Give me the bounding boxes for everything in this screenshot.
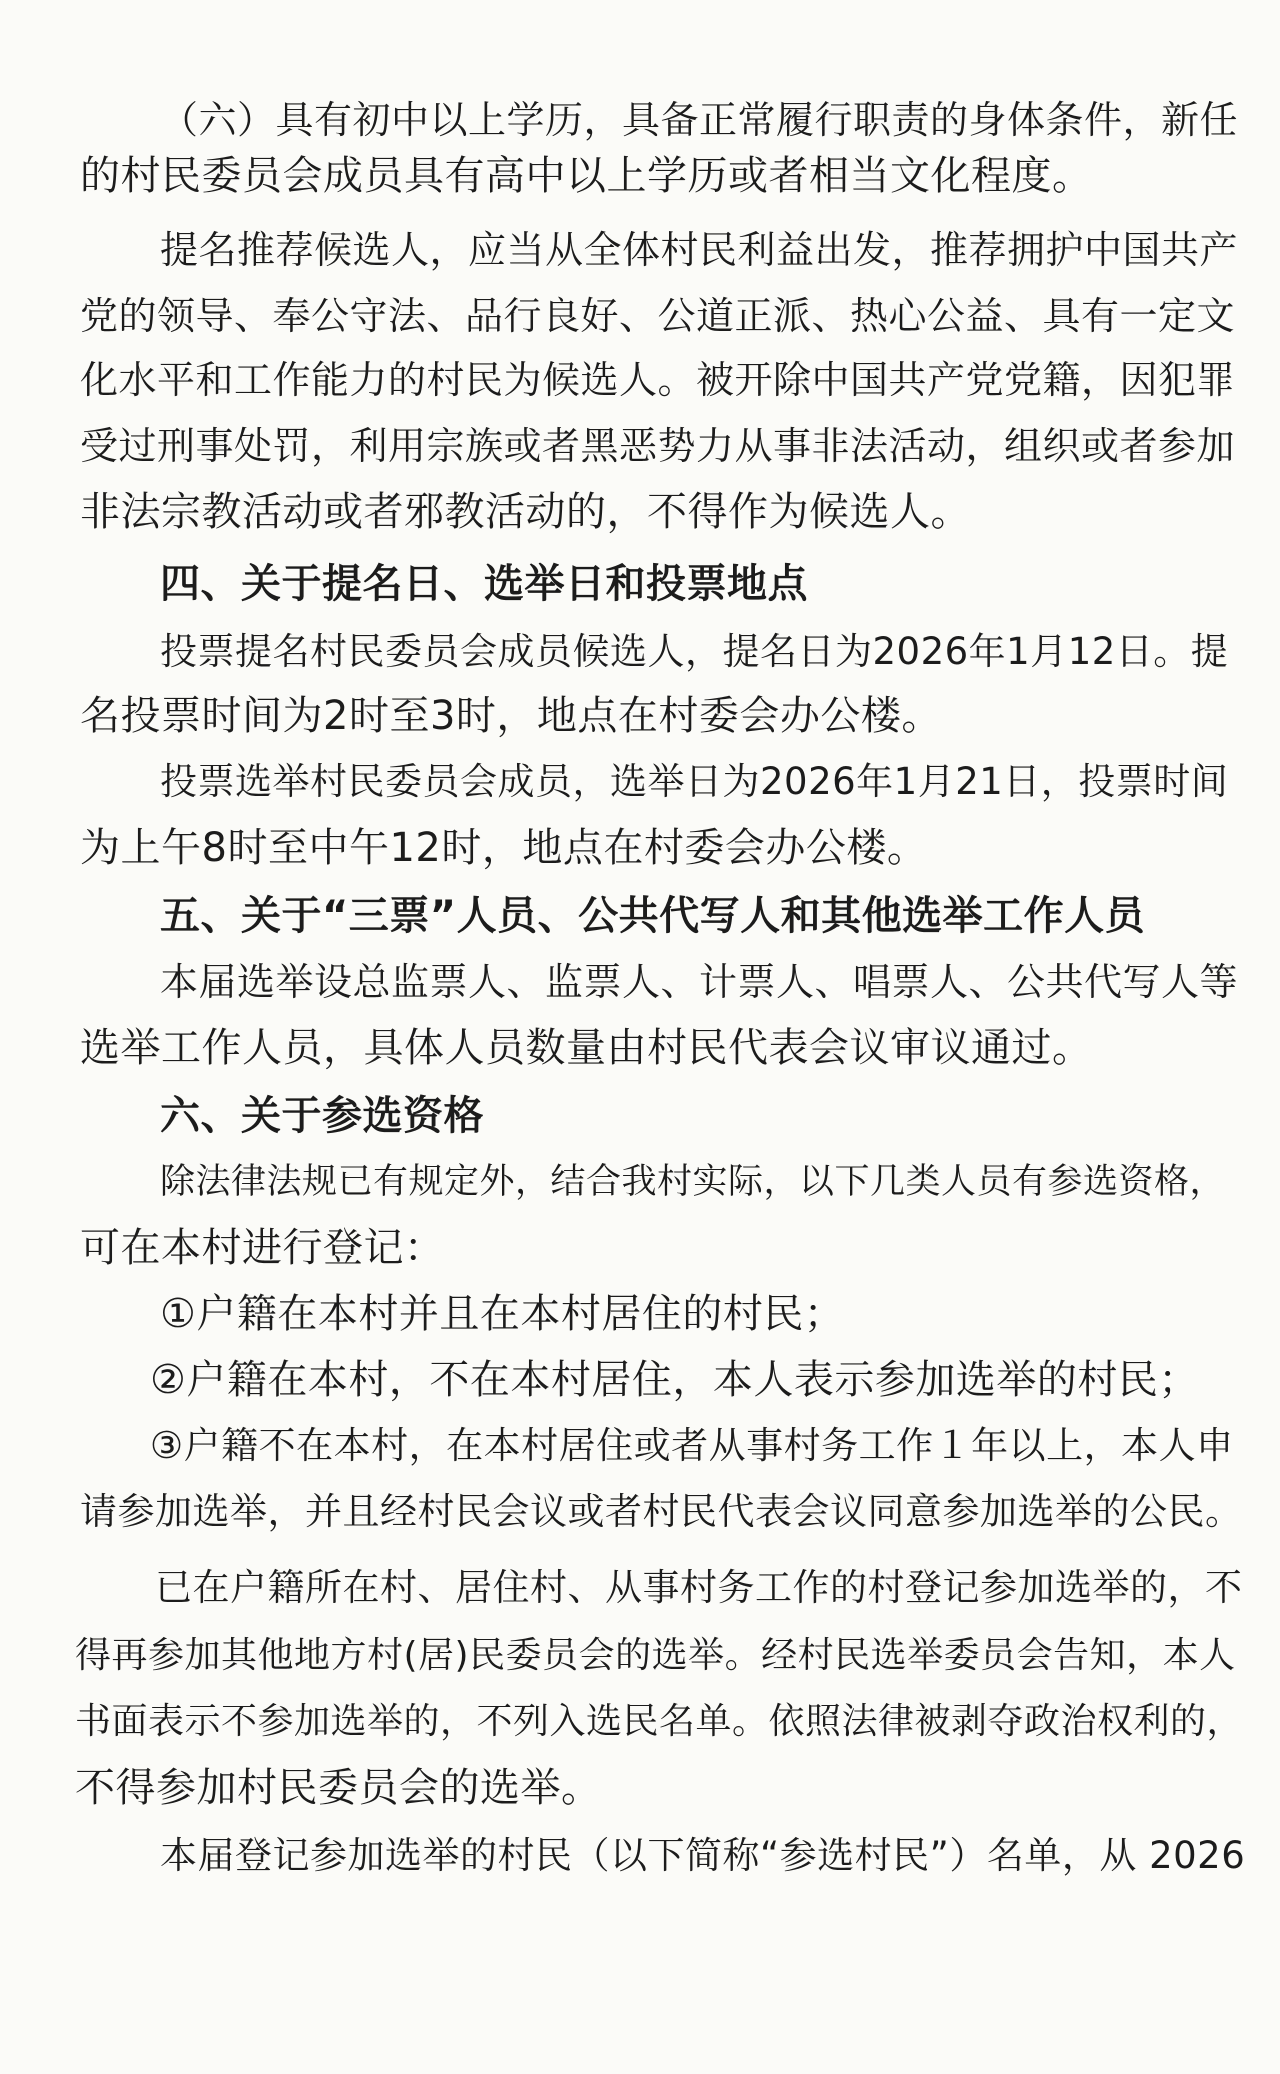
list-item: ③户籍不在本村，在本村居住或者从事村务工作１年以上，本人申	[150, 1424, 1234, 1467]
text-line: 得再参加其他地方村(居)民委员会的选举。经村民选举委员会告知，本人	[75, 1635, 1236, 1676]
text-line: 名投票时间为2时至3时，地点在村委会办公楼。	[80, 693, 942, 739]
section-heading: 六、关于参选资格	[160, 1093, 484, 1139]
list-item: ①户籍在本村并且在本村居住的村民；	[160, 1291, 845, 1337]
section-heading: 五、关于“三票”人员、公共代写人和其他选举工作人员	[160, 893, 1146, 939]
text-line: （六）具有初中以上学历，具备正常履行职责的身体条件，新任	[160, 98, 1239, 142]
list-item: ②户籍在本村，不在本村居住，本人表示参加选举的村民；	[150, 1357, 1199, 1403]
text-line: 本届选举设总监票人、监票人、计票人、唱票人、公共代写人等	[160, 960, 1239, 1004]
text-line: 投票提名村民委员会成员候选人，提名日为2026年1月12日。提	[160, 630, 1229, 673]
text-line: 非法宗教活动或者邪教活动的，不得作为候选人。	[80, 489, 971, 535]
text-line: 的村民委员会成员具有高中以上学历或者相当文化程度。	[80, 153, 1093, 199]
text-line: 请参加选举，并且经村民会议或者村民代表会议同意参加选举的公民。	[80, 1490, 1243, 1533]
text-line: 不得参加村民委员会的选举。	[75, 1765, 602, 1811]
text-line: 投票选举村民委员会成员，选举日为2026年1月21日，投票时间	[160, 760, 1229, 803]
text-line: 受过刑事处罚，利用宗族或者黑恶势力从事非法活动，组织或者参加	[80, 424, 1236, 468]
section-heading: 四、关于提名日、选举日和投票地点	[160, 561, 808, 607]
text-line: 为上午8时至中午12时，地点在村委会办公楼。	[80, 825, 928, 871]
text-line: 已在户籍所在村、居住村、从事村务工作的村登记参加选举的，不	[155, 1566, 1243, 1609]
text-line: 可在本村进行登记：	[80, 1225, 445, 1271]
text-line: 本届登记参加选举的村民（以下简称“参选村民”）名单，从 2026	[160, 1834, 1246, 1877]
text-line: 选举工作人员，具体人员数量由村民代表会议审议通过。	[80, 1025, 1093, 1071]
text-line: 提名推荐候选人，应当从全体村民利益出发，推荐拥护中国共产	[160, 228, 1239, 272]
text-line: 党的领导、奉公守法、品行良好、公道正派、热心公益、具有一定文	[80, 294, 1236, 338]
text-line: 除法律法规已有规定外，结合我村实际，以下几类人员有参选资格，	[160, 1162, 1226, 1202]
text-line: 化水平和工作能力的村民为候选人。被开除中国共产党党籍，因犯罪	[80, 358, 1236, 402]
text-line: 书面表示不参加选举的，不列入选民名单。依照法律被剥夺政治权利的，	[75, 1701, 1244, 1742]
